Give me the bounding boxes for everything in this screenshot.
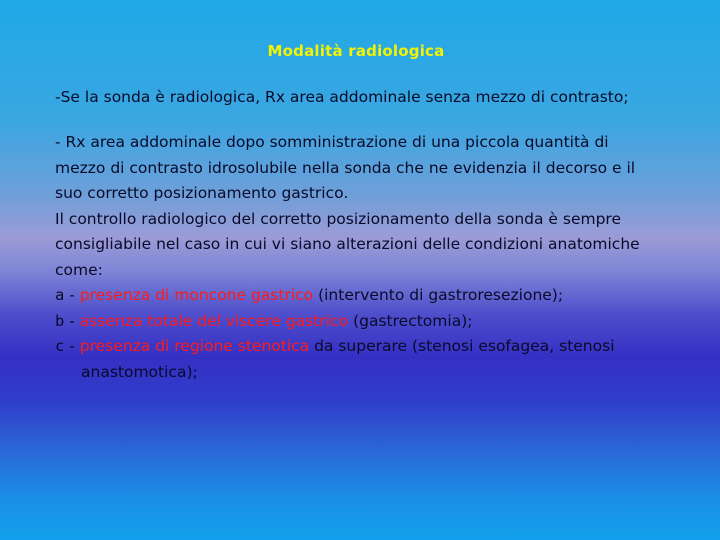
list-separator: - <box>64 286 80 304</box>
list-letter: b <box>55 311 65 330</box>
list-item-c-continuation: anastomotica); <box>81 362 198 381</box>
body-line: mezzo di contrasto idrosolubile nella sonda che ne evidenzia il decorso e il <box>55 158 636 177</box>
body-line: - Rx area addominale dopo somministrazione di una piccola quantità di <box>55 133 609 151</box>
body-line: Il controllo radiologico del corretto posizionamento della sonda è sempre <box>55 209 621 228</box>
highlighted-condition: presenza di moncone gastrico <box>79 286 314 304</box>
list-separator: - <box>64 311 80 330</box>
list-detail: da superare (stenosi esofagea, stenosi <box>309 337 615 355</box>
list-letter: c <box>55 337 65 355</box>
list-detail: (intervento di gastroresezione); <box>313 286 564 304</box>
list-item-a <box>55 283 665 309</box>
list-letter: a <box>55 286 65 304</box>
slide-title: Modalità radiologica <box>267 42 445 60</box>
highlighted-condition: presenza di regione stenotica <box>79 337 310 355</box>
highlighted-condition: assenza totale del viscere gastrico <box>79 311 349 330</box>
list-item-b <box>55 309 665 335</box>
body-line: suo corretto posizionamento gastrico. <box>55 184 349 202</box>
body-line: consigliabile nel caso in cui vi siano alterazioni delle condizioni anatomiche <box>55 235 640 253</box>
slide-body <box>55 130 665 385</box>
list-detail: (gastrectomia); <box>348 311 473 330</box>
body-line: come: <box>55 260 103 279</box>
list-separator: - <box>64 337 80 355</box>
list-item-c <box>55 334 665 360</box>
paragraph-radiological-probe: -Se la sonda è radiologica, Rx area addominale senza mezzo di contrasto; <box>55 88 629 106</box>
